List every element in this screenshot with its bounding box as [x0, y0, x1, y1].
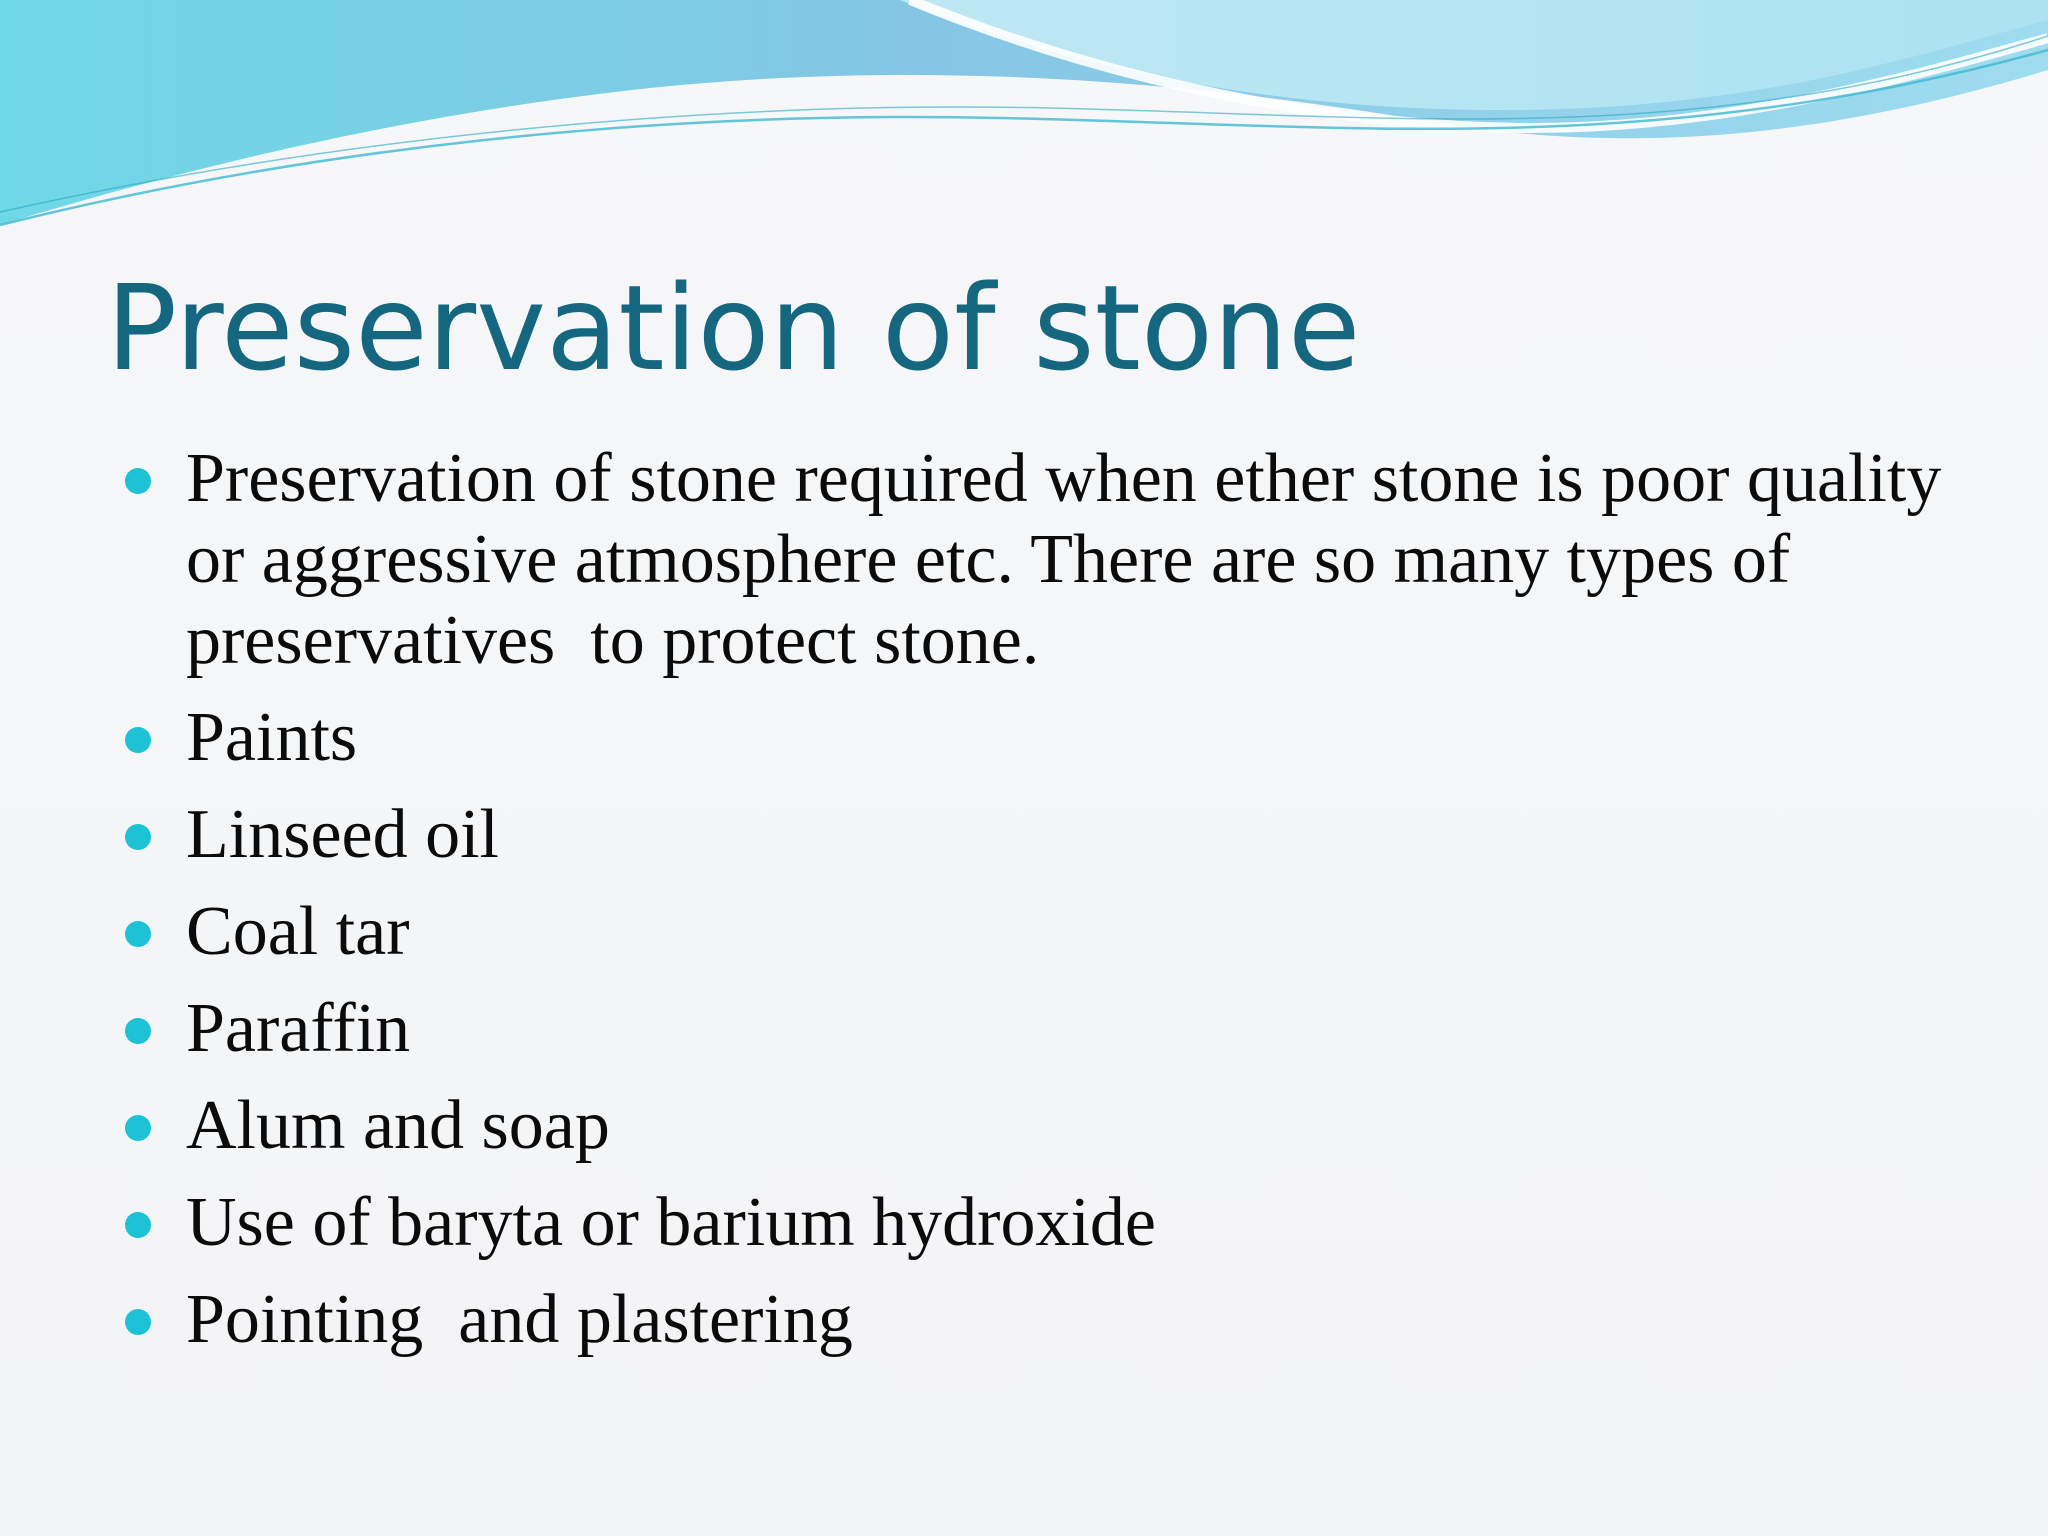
list-item-text: Alum and soap: [186, 1087, 610, 1164]
list-item: [125, 438, 1985, 681]
list-item-text: Paints: [186, 699, 358, 776]
bullet-dot-icon: [125, 727, 151, 753]
list-item: [125, 697, 1985, 778]
bullet-dot-icon: [125, 1018, 151, 1044]
list-item-text: Linseed oil: [186, 796, 499, 873]
list-item-text: Paraffin: [186, 990, 411, 1067]
bullet-dot-icon: [125, 1309, 151, 1335]
bullet-dot-icon: [125, 1115, 151, 1141]
list-item: [125, 891, 1985, 972]
slide-title: Preservation of stone: [106, 259, 1361, 397]
list-item: [125, 794, 1985, 875]
list-item-text: Coal tar: [186, 893, 410, 970]
list-item-text: Pointing and plastering: [186, 1281, 853, 1358]
list-item: [125, 1279, 1985, 1360]
list-item-text: Preservation of stone required when ether stone is poor quality or aggressive atmosphere etc. There are so many types of preservatives to protect stone.: [186, 440, 1959, 679]
bullet-list: [125, 438, 1985, 1376]
list-item: [125, 1182, 1985, 1263]
bullet-dot-icon: [125, 921, 151, 947]
bullet-dot-icon: [125, 824, 151, 850]
list-item-text: Use of baryta or barium hydroxide: [186, 1184, 1156, 1261]
header-wave-decoration: [0, 0, 2048, 240]
bullet-dot-icon: [125, 468, 151, 494]
list-item: [125, 988, 1985, 1069]
bullet-dot-icon: [125, 1212, 151, 1238]
list-item: [125, 1085, 1985, 1166]
